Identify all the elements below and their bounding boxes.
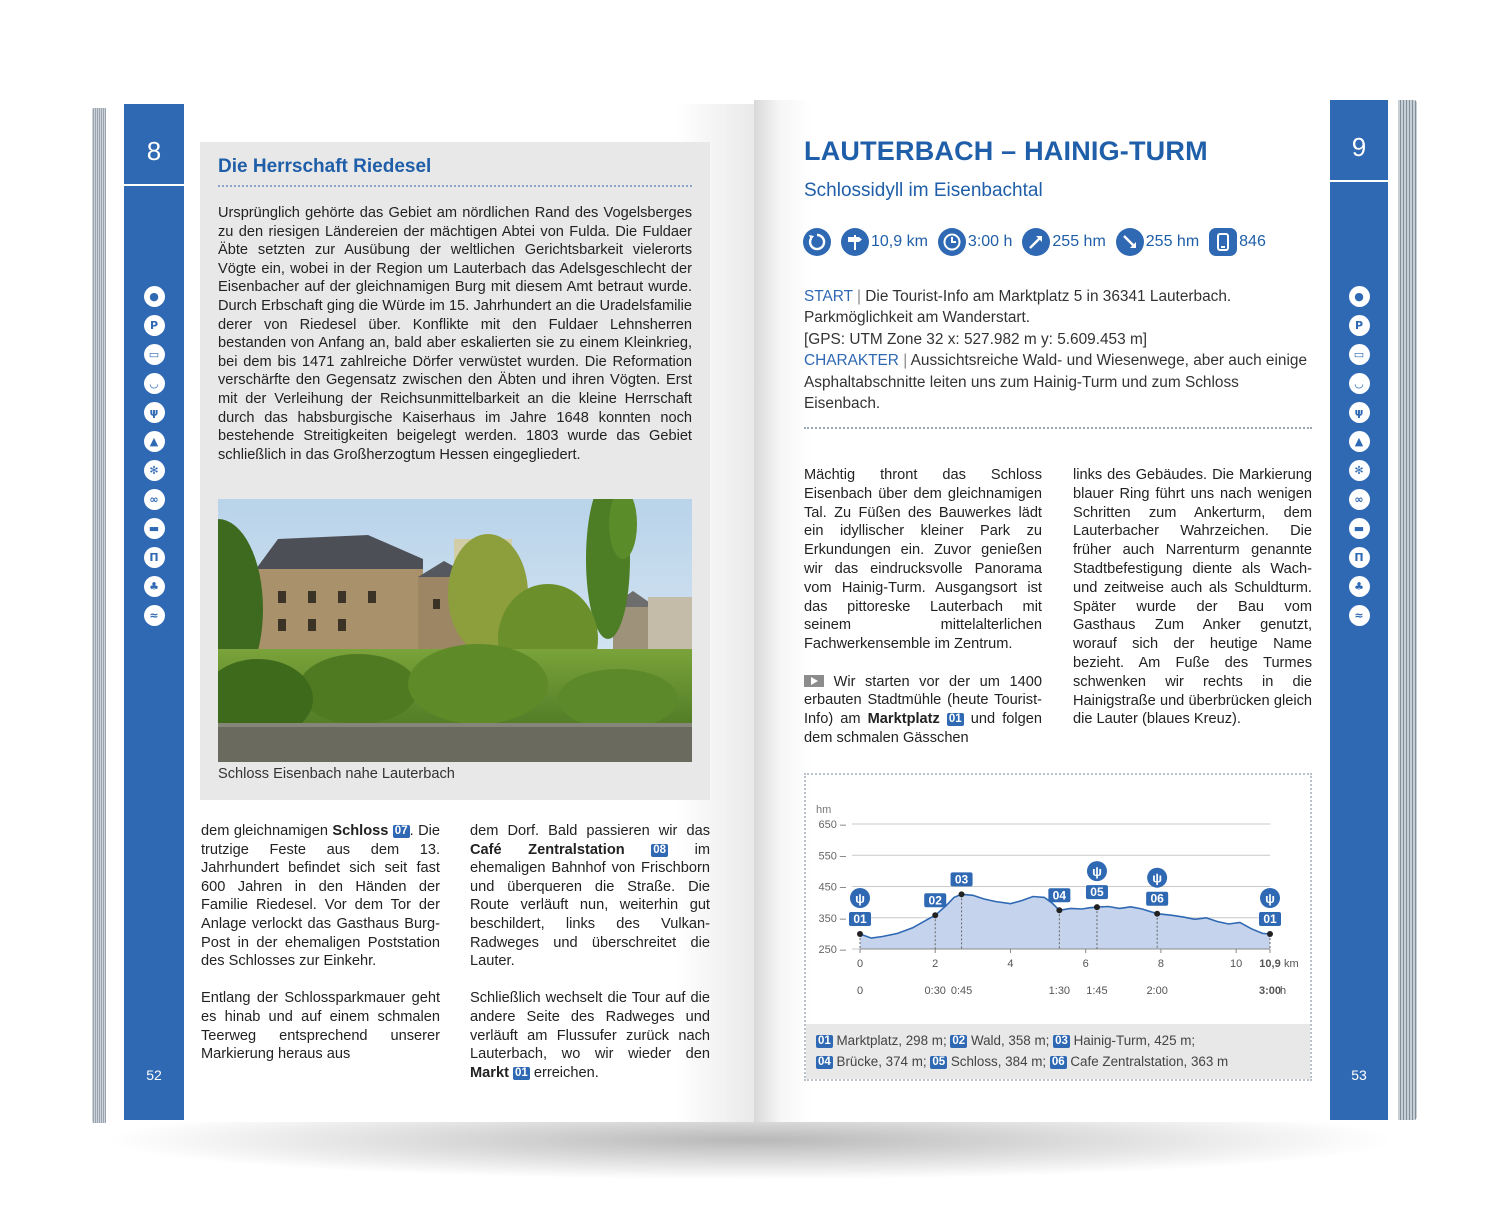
chapter-divider [1330, 180, 1388, 182]
clock-icon [938, 228, 966, 256]
legend-badge: 04 [818, 1056, 831, 1068]
route-title: LAUTERBACH – HAINIG-TURM [804, 136, 1208, 166]
start-info [804, 286, 1312, 329]
section-divider [804, 427, 1312, 429]
x-axis-unit: km [1284, 958, 1299, 970]
bus-icon: ▭ [144, 344, 165, 365]
waypoint-dot [932, 912, 938, 918]
info-box [200, 142, 710, 800]
x-tick-label: 8 [1157, 958, 1164, 970]
waypoint-label: 03 [954, 872, 969, 887]
legend-text: Hainig-Turm, 425 m; [1073, 1033, 1196, 1048]
restaurant-icon: ψ [1349, 402, 1370, 423]
waypoint-badge: 01 [515, 1066, 528, 1079]
y-axis-unit: hm [816, 804, 832, 816]
stat-altitude [1209, 228, 1266, 256]
separator: | [903, 352, 908, 370]
text-run: Schließlich wechselt die Tour auf die andere Seite des Radweges und verläuft am Flussufer zurück nach Lauterbach, wo wir wieder den [470, 990, 710, 1063]
route-info [804, 286, 1312, 414]
basket-icon: ◡ [144, 373, 165, 394]
waypoint-badge: 08 [653, 843, 667, 856]
category-icons [1330, 286, 1388, 626]
time-axis-unit: h [1280, 985, 1287, 997]
y-tick-label: 550 – [818, 850, 846, 863]
text-column-right-1 [804, 466, 1042, 766]
bicycle-icon: ∞ [144, 489, 165, 510]
basket-icon: ◡ [1349, 373, 1370, 394]
legend-text: Schloss, 384 m; [950, 1054, 1047, 1069]
distance-value: 10,9 km [871, 233, 928, 250]
text-column-left-2 [470, 822, 710, 1101]
tour-stats [803, 228, 1270, 256]
swimming-icon: ≈ [144, 605, 165, 626]
text-run: erreichen. [529, 1064, 599, 1081]
duration-value: 3:00 h [967, 233, 1013, 250]
snowflake-icon: ✻ [1349, 460, 1370, 481]
legend-badge: 02 [952, 1035, 966, 1047]
snowflake-icon: ✻ [144, 460, 165, 481]
legend-text: Brücke, 374 m; [836, 1054, 927, 1069]
waypoint-dot [1056, 907, 1062, 913]
start-text: Die Tourist-Info am Marktplatz 5 in 36341 Lauterbach. Parkmöglichkeit am Wanderstart. [804, 288, 1232, 327]
text-column-left-1 [201, 822, 440, 1082]
legend-badge: 05 [932, 1056, 946, 1068]
route-subtitle: Schlossidyll im Eisenbachtal [804, 180, 1043, 201]
waypoint-label: 04 [1052, 888, 1067, 903]
waypoint-badge: 07 [394, 825, 408, 837]
stat-descent [1116, 228, 1199, 256]
play-icon [804, 675, 824, 687]
chapter-divider [124, 184, 184, 186]
phone-icon [1209, 228, 1237, 256]
restaurant-icon-glyph: ψ [1152, 870, 1163, 886]
text-run: links des Gebäudes. Die Markierung blauer Ring führt uns nach wenigen Schritten zum Ankerturm, dem Lauterbacher Wahrzeichen. Die früher auch Narrenturm genannte Stadtbefestigung diente als Wach- und zeitweise auch als Schuldturm. Später wurde der Bau vom Gasthaus Zum Anker genutzt, worauf sich der heutige Name bezieht. Am Fuße des Turmes schwenken wir rechts in die Hainigstraße und überbrücken gleich die Lauter (blaues Kreuz). [1073, 467, 1312, 728]
mountain-icon: ▲ [144, 431, 165, 452]
time-tick-label: 1:45 [1086, 985, 1108, 997]
character-text: Aussichtsreiche Wald- und Wiesenwege, aber auch einige Asphaltabschnitte leiten uns zum Hainig-Turm und zum Schloss Eisenbach. [804, 352, 1308, 413]
time-tick-label: 3:00 [1258, 985, 1282, 997]
y-tick-label: 650 – [818, 819, 846, 831]
page-number-left: 52 [146, 1067, 162, 1083]
time-tick-label: 2:00 [1146, 985, 1168, 997]
box-text: Ursprünglich gehörte das Gebiet am nördlichen Rand des Vogelsberges zu den riesigen Ländereien der mächtigen Abtei von Fulda. Die Fuldaer Äbte setzten zur Ausübung der weltlichen Gerichtsbarkeit vielerorts Vögte ein, wobei in der Region um Lauterbach das Adelsgeschlecht der Eisenbacher auf der gleichnamigen Burg mit diesem Amt betraut wurde. Durch Erbschaft ging die Würde im 15. Jahrhundert an die Uradelsfamilie derer von Riedesel über. Konflikte mit den Fuldaer Lehnsherren bestanden von Anfang an, bald aber eskalierten sie zu einem Kleinkrieg, bei dem bis 1471 zahlreiche Dörfer verwüstet wurden. Die Reformation verschärfte den Gegensatz zwischen den Äbten und ihren Vögten. Erst mit der Verleihung der Reichsunmittelbarkeit an die kleine Herrschaft durch das habsburgische Kaiserhaus im Jahre 1648 konnten noch bestehende Streitigkeiten beigelegt werden. 1803 wurde das Gebiet schließlich in das Großherzogtum Hessen eingegliedert. [218, 205, 692, 463]
waypoint-label: 01 [1263, 912, 1277, 926]
parking-icon: P [144, 315, 165, 336]
waypoint-badge: 01 [948, 713, 962, 726]
x-tick-label: 0 [856, 958, 864, 970]
signpost-icon [841, 228, 869, 256]
gps-coordinates: [GPS: UTM Zone 32 x: 527.982 m y: 5.609.453 m] [804, 330, 1148, 348]
text-run: und folgen dem schmalen Gässchen [804, 711, 1042, 746]
chapter-number: 9 [1351, 132, 1367, 162]
legend-text: Cafe Zentralstation, 363 m [1070, 1054, 1229, 1069]
bold-place: Schloss [332, 823, 389, 839]
time-tick-label: 1:30 [1048, 985, 1071, 997]
museum-icon: Π [1349, 547, 1370, 568]
text-run: Mächtig thront das Schloss Eisenbach über dem gleichnamigen Tal. Zu Füßen des Bauwerkes lädt ein idyllischer kleiner Park zu Erkundungen ein. Zuvor genießen wir das eindrucksvolle Panorama vom Hainig-Turm. Ausgangsort ist das pittoreske Lauterbach mit seinem mittelalterlichen Fachwerkensemble im Zentrum. [804, 467, 1042, 653]
y-tick-label: 350 – [818, 912, 846, 925]
legend-text: Wald, 358 m; [970, 1033, 1050, 1048]
restaurant-icon-glyph: ψ [1092, 864, 1102, 880]
legend-row [816, 1051, 1300, 1072]
chapter-tab-right [1330, 100, 1388, 1120]
waypoint-label: 06 [1150, 891, 1164, 906]
waypoint-dot [1154, 911, 1160, 917]
bus-icon: ▭ [1349, 344, 1370, 365]
time-tick-label: 0:30 [924, 985, 946, 997]
character-info [804, 350, 1312, 414]
legend-badge: 06 [1051, 1056, 1065, 1068]
bear-icon: ● [144, 286, 165, 307]
text-run: im ehemaligen Bahnhof von Frischborn und überqueren die Straße. Die Route verläuft nun, weiterhin gut beschildert, links des Vulkan-Radweges und überschreitet die Lauter. [470, 841, 710, 970]
legend-text: Marktplatz, 298 m; [836, 1033, 947, 1048]
text-run: Entlang der Schlossparkmauer geht es hinab und auf einem schmalen Teerweg entsprechend unserer Markierung heraus aus [201, 990, 440, 1063]
mountain-icon: ▲ [1349, 431, 1370, 452]
x-tick-label: 10,9 [1259, 958, 1281, 970]
bicycle-icon: ∞ [1349, 489, 1370, 510]
waypoint-legend [806, 1024, 1310, 1079]
text-run: dem gleichnamigen [201, 823, 333, 839]
loop-icon [803, 228, 831, 256]
tree-icon: ♣ [144, 576, 165, 597]
character-label: CHARAKTER [804, 352, 899, 370]
waypoint-dot [959, 891, 965, 897]
restaurant-icon: ψ [144, 402, 165, 423]
x-tick-label: 6 [1082, 958, 1089, 970]
waypoint-label: 05 [1090, 885, 1104, 900]
restaurant-icon-glyph: ψ [855, 891, 865, 906]
chapter-number: 8 [146, 136, 162, 166]
castle-photo [218, 499, 692, 762]
bed-icon: ▬ [1349, 518, 1370, 539]
ascent-icon [1022, 228, 1050, 256]
restaurant-icon-glyph: ψ [1265, 891, 1275, 906]
text-run: dem Dorf. Bald passieren wir das [470, 823, 710, 839]
stat-circular [803, 228, 831, 256]
bold-place: Café Zentralstation [470, 841, 625, 858]
stat-duration [938, 228, 1012, 256]
elevation-profile [804, 773, 1312, 1081]
altitude-value: 846 [1239, 233, 1266, 250]
y-tick-label: 450 – [818, 881, 846, 894]
photo-caption: Schloss Eisenbach nahe Lauterbach [218, 766, 455, 782]
chapter-tab-left [124, 104, 184, 1120]
bold-place: Markt [470, 1064, 509, 1081]
waypoint-label: 01 [853, 912, 867, 926]
museum-icon: Π [144, 547, 165, 568]
ascent-value: 255 hm [1052, 233, 1106, 250]
waypoint-dot [1094, 904, 1100, 910]
waypoint-dot [857, 931, 863, 937]
legend-badge: 03 [1055, 1035, 1068, 1047]
x-tick-label: 4 [1007, 958, 1014, 970]
time-tick-label: 0 [856, 985, 864, 997]
box-title: Die Herrschaft Riedesel [218, 156, 432, 177]
descent-value: 255 hm [1145, 233, 1200, 250]
parking-icon: P [1349, 315, 1370, 336]
stat-distance [841, 228, 928, 256]
text-run: . Die trutzige Feste aus dem 13. Jahrhundert befindet sich seit fast 600 Jahren in den Händen der Familie Riedesel. Vor dem Tor der Anlage verlockt das Gasthaus Burg-Post in der ehemaligen Poststation des Schlosses zur Einkehr. [201, 823, 440, 970]
bear-icon: ● [1349, 286, 1370, 307]
time-tick-label: 0:45 [950, 985, 973, 997]
text-run: Wir starten vor der um 1400 erbauten Stadtmühle (heute Tourist-Info) am [804, 673, 1042, 728]
page-edges-left [92, 108, 106, 1123]
box-divider [218, 185, 692, 187]
elevation-chart [806, 775, 1310, 1025]
separator: | [857, 288, 862, 305]
category-icons [124, 286, 184, 626]
descent-icon [1116, 228, 1144, 256]
waypoint-dot [1267, 931, 1273, 937]
start-label: START [804, 288, 853, 305]
bold-place: Marktplatz [867, 711, 940, 728]
page-number-right: 53 [1351, 1067, 1367, 1083]
legend-row [816, 1030, 1300, 1051]
y-tick-label: 250 – [818, 944, 846, 956]
x-tick-label: 2 [932, 958, 939, 970]
text-column-right-2 [1073, 466, 1312, 748]
x-tick-label: 10 [1230, 958, 1243, 970]
tree-icon: ♣ [1349, 576, 1370, 597]
stat-ascent [1022, 228, 1105, 256]
swimming-icon: ≈ [1349, 605, 1370, 626]
waypoint-label: 02 [928, 893, 942, 908]
legend-badge: 01 [818, 1035, 831, 1047]
bed-icon: ▬ [144, 518, 165, 539]
